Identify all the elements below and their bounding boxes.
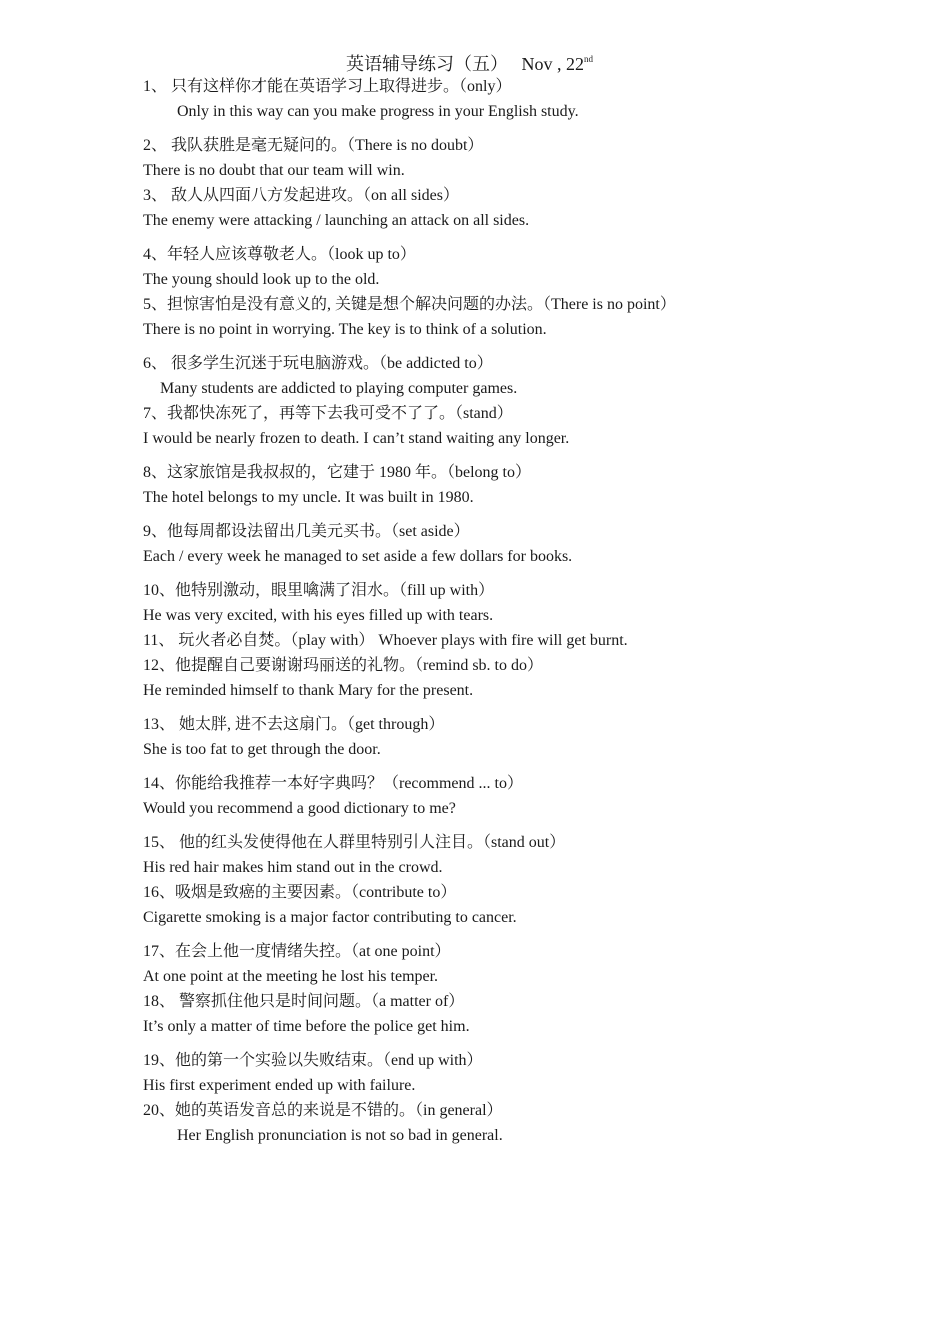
answer-2: There is no doubt that our team will win.: [143, 162, 405, 179]
answer-15: His red hair makes him stand out in the crowd.: [143, 859, 443, 876]
page-title: [346, 50, 593, 76]
answer-17: At one point at the meeting he lost his temper.: [143, 968, 439, 985]
question-1: 1、 只有这样你才能在英语学习上取得进步。（only）: [143, 78, 512, 95]
answer-5: There is no point in worrying. The key is to think of a solution.: [143, 321, 547, 338]
question-18: 18、 警察抓住他只是时间问题。（a matter of）: [143, 993, 465, 1010]
question-5: 5、担惊害怕是没有意义的, 关键是想个解决问题的办法。（There is no point）: [143, 296, 676, 313]
question-4: 4、年轻人应该尊敬老人。（look up to）: [143, 246, 416, 263]
answer-6: Many students are addicted to playing computer games.: [160, 380, 518, 397]
question-20: 20、她的英语发音总的来说是不错的。（in general）: [143, 1102, 503, 1119]
question-15: 15、 他的红头发使得他在人群里特别引人注目。（stand out）: [143, 834, 566, 851]
answer-19: His first experiment ended up with failure.: [143, 1077, 416, 1094]
question-14: 14、你能给我推荐一本好字典吗？（recommend ... to）: [143, 775, 523, 792]
answer-16: Cigarette smoking is a major factor contributing to cancer.: [143, 909, 517, 926]
answer-14: Would you recommend a good dictionary to me?: [143, 800, 456, 817]
question-17: 17、在会上他一度情绪失控。（at one point）: [143, 943, 451, 960]
question-12: 12、他提醒自己要谢谢玛丽送的礼物。（remind sb. to do）: [143, 657, 543, 674]
answer-7: I would be nearly frozen to death. I can’t stand waiting any longer.: [143, 430, 570, 447]
answer-9: Each / every week he managed to set aside a few dollars for books.: [143, 548, 573, 565]
title-chinese: 英语辅导练习（五）: [346, 54, 508, 74]
question-7: 7、我都快冻死了，再等下去我可受不了了。（stand）: [143, 405, 513, 422]
title-date: Nov , 22: [521, 54, 584, 74]
question-10: 10、他特别激动，眼里噙满了泪水。（fill up with）: [143, 582, 495, 599]
question-11: 11、 玩火者必自焚。（play with） Whoever plays with fire will get burnt.: [143, 632, 628, 649]
question-13: 13、 她太胖, 进不去这扇门。（get through）: [143, 716, 445, 733]
answer-1: Only in this way can you make progress in your English study.: [177, 103, 579, 120]
answer-10: He was very excited, with his eyes filled up with tears.: [143, 607, 494, 624]
question-6: 6、 很多学生沉迷于玩电脑游戏。（be addicted to）: [143, 355, 493, 372]
answer-18: It’s only a matter of time before the police get him.: [143, 1018, 470, 1035]
question-2: 2、 我队获胜是毫无疑问的。（There is no doubt）: [143, 137, 484, 154]
title-date-suffix: nd: [584, 54, 593, 64]
answer-13: She is too fat to get through the door.: [143, 741, 381, 758]
question-19: 19、他的第一个实验以失败结束。（end up with）: [143, 1052, 483, 1069]
answer-8: The hotel belongs to my uncle. It was built in 1980.: [143, 489, 474, 506]
answer-3: The enemy were attacking / launching an attack on all sides.: [143, 212, 530, 229]
answer-12: He reminded himself to thank Mary for the present.: [143, 682, 474, 699]
question-8: 8、这家旅馆是我叔叔的，它建于 1980 年。（belong to）: [143, 464, 531, 481]
question-16: 16、吸烟是致癌的主要因素。（contribute to）: [143, 884, 457, 901]
answer-4: The young should look up to the old.: [143, 271, 380, 288]
answer-20: Her English pronunciation is not so bad in general.: [177, 1127, 503, 1144]
question-9: 9、他每周都设法留出几美元买书。（set aside）: [143, 523, 470, 540]
question-3: 3、 敌人从四面八方发起进攻。（on all sides）: [143, 187, 459, 204]
